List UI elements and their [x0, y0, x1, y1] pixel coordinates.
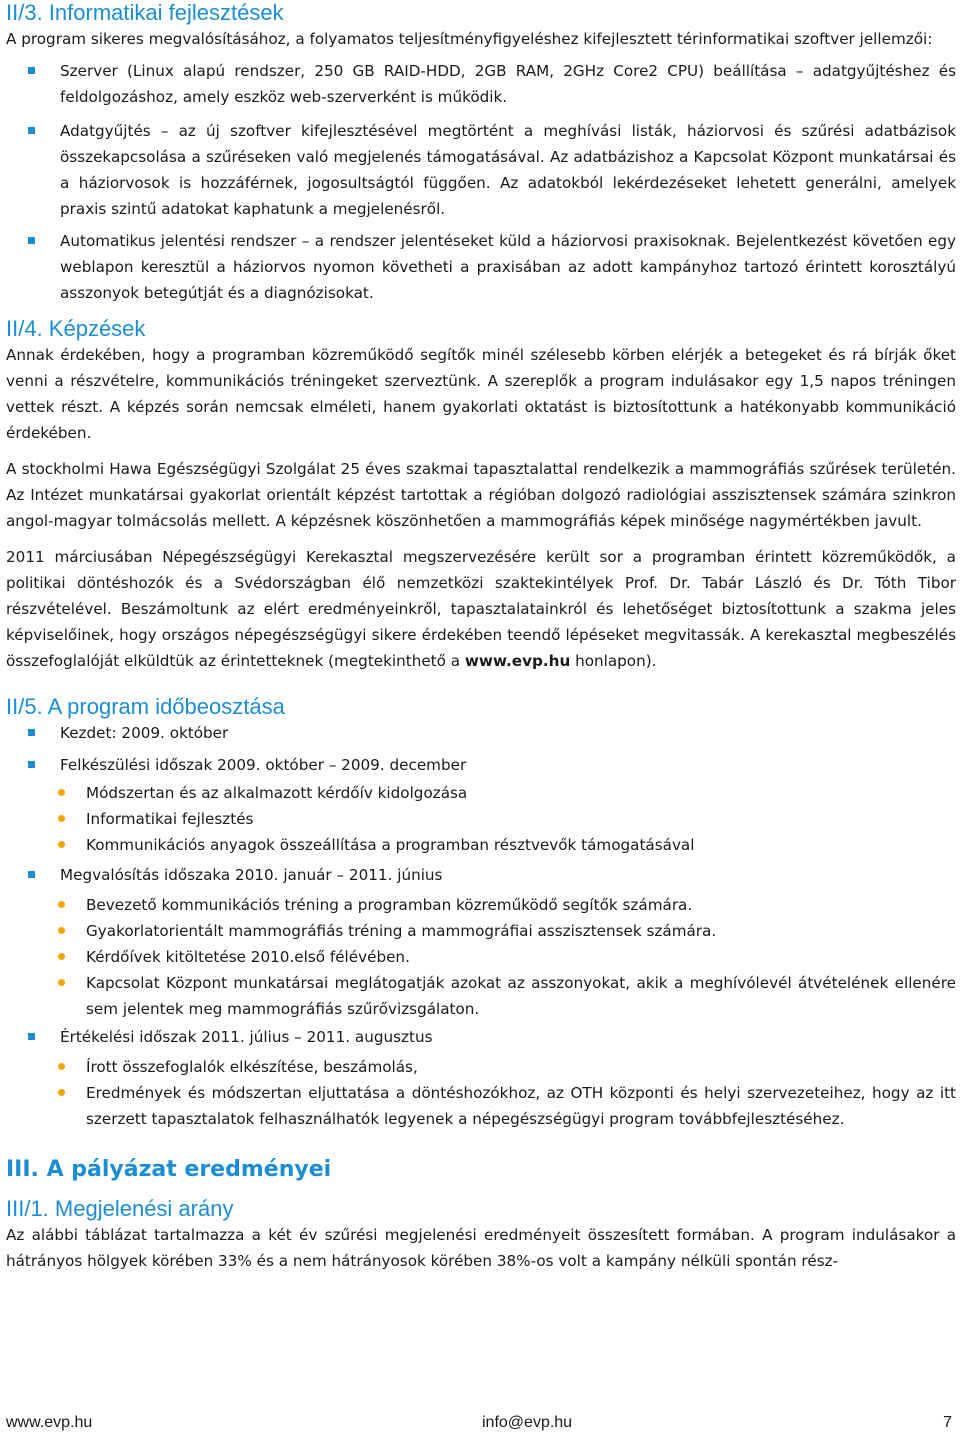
impl-item: Gyakorlatorientált mammográfiás tréning a mammográfiai asszisztensek számára. — [6, 918, 956, 944]
impl-sublist — [6, 892, 956, 1022]
section-heading-it: II/3. Informatikai fejlesztések — [6, 0, 284, 25]
schedule-list — [6, 720, 956, 778]
prep-item: Informatikai fejlesztés — [6, 806, 956, 832]
training-p3-text-b: honlapon). — [570, 652, 657, 670]
schedule-phase-start: Kezdet: 2009. október — [6, 720, 956, 746]
attendance-paragraph: Az alábbi táblázat tartalmazza a két év szűrési megjelenési eredményeit összesített formában. A program indulásakor a hátrányos hölgyek körében 33% és a nem hátrányosok körében 38%-os volt a kampány nélküli spontán rész- — [6, 1226, 956, 1270]
it-item-server: Szerver (Linux alapú rendszer, 250 GB RAID-HDD, 2GB RAM, 2GHz Core2 CPU) beállítása – adatgyűjtéshez és feldolgozáshoz, amely eszköz web-szerverként is működik. — [6, 58, 956, 110]
training-paragraph-3 — [6, 544, 956, 674]
footer-email[interactable]: info@evp.hu — [482, 1414, 573, 1431]
it-list — [6, 58, 956, 306]
it-intro: A program sikeres megvalósításához, a folyamatos teljesítményfigyeléshez kifejlesztett térinformatikai szoftver jellemzői: — [6, 30, 933, 48]
schedule-phase-evaluation: Értékelési időszak 2011. július – 2011. augusztus — [6, 1024, 956, 1050]
section-heading-schedule: II/5. A program időbeosztása — [6, 694, 285, 719]
eval-sublist — [6, 1054, 956, 1132]
training-paragraph-1: Annak érdekében, hogy a programban közreműködő segítők minél szélesebb körben elérjék a betegeket és rá bírják őket venni a részvételre, kommunikációs tréningeket szerveztünk. A szereplők a program indulásakor egy 1,5 napos tréningen vettek részt. A képzés során nemcsak elméleti, hanem gyakorlati oktatást is biztosítottunk a hatékonyabb kommunikáció érdekében. — [6, 346, 956, 442]
it-item-data-collection: Adatgyűjtés – az új szoftver kifejlesztésével megtörtént a meghívási listák, háziorvosi és szűrési adatbázisok összekapcsolása a szűréseken való megjelenés támogatásával. Az adatbázishoz a Kapcsolat Központ munkatársai és a háziorvosok is hozzáférnek, jogosultságtól függően. Az adatokból lekérdezéseket lehetett generálni, amelyek praxis szintű adatokat kaphatunk a megjelenésről. — [6, 118, 956, 222]
schedule-phase-prep: Felkészülési időszak 2009. október – 2009. december — [6, 752, 956, 778]
section-heading-attendance: III/1. Megjelenési arány — [6, 1196, 234, 1221]
page-number: 7 — [943, 1414, 952, 1431]
training-p3-text-a: 2011 márciusában Népegészségügyi Kerekasztal megszervezésére került sor a programban érintett közreműködők, a politikai döntéshozók és a Svédországban élő nemzetközi szaktekintélyek Prof. Dr. Tabár László és Dr. Tóth Tibor részvételével. Beszámoltunk az elért eredményeinkről, tapasztalatainkról és lehetőséget biztosítottunk a szakma jeles képviselőinek, hogy országos népegészségügyi sikere érdekében teendő lépéseket megvitassák. A kerekasztal megbeszélés összefoglalóját elküldtük az érintetteknek (megtekinthető a — [6, 548, 956, 670]
page-content — [6, 0, 956, 1274]
schedule-list-impl — [6, 862, 956, 888]
impl-item: Bevezető kommunikációs tréning a programban közreműködő segítők számára. — [6, 892, 956, 918]
training-paragraph-2: A stockholmi Hawa Egészségügyi Szolgálat 25 éves szakmai tapasztalattal rendelkezik a mammográfiás szűrések területén. Az Intézet munkatársai gyakorlat orientált képzést tartottak a régióban dolgozó radiológiai asszisztensek számára szinkron angol-magyar tolmácsolás mellett. A képzésnek köszönhetően a mammográfiás képek minősége nagymértékben javult. — [6, 460, 956, 530]
schedule-list-eval — [6, 1024, 956, 1050]
prep-sublist — [6, 780, 956, 858]
impl-item: Kérdőívek kitöltetése 2010.első félévében. — [6, 944, 956, 970]
prep-item: Kommunikációs anyagok összeállítása a programban résztvevők támogatásával — [6, 832, 956, 858]
footer-website[interactable]: www.evp.hu — [6, 1414, 93, 1431]
eval-item: Írott összefoglalók elkészítése, beszámolás, — [6, 1054, 956, 1080]
eval-item: Eredmények és módszertan eljuttatása a döntéshozókhoz, az OTH központi és helyi szervezeteihez, hogy az itt szerzett tapasztalatok felhasználhatók legyenek a népegészségügyi program továbbfejlesztéséhez. — [6, 1080, 956, 1132]
website-link[interactable]: www.evp.hu — [464, 652, 571, 670]
section-heading-training: II/4. Képzések — [6, 316, 146, 341]
impl-item: Kapcsolat Központ munkatársai meglátogatják azokat az asszonyokat, akik a meghívólevél átvételének ellenére sem jelentek meg mammográfiás szűrővizsgálaton. — [6, 970, 956, 1022]
schedule-phase-implementation: Megvalósítás időszaka 2010. január – 2011. június — [6, 862, 956, 888]
chapter-heading-results: III. A pályázat eredményei — [6, 1157, 332, 1182]
prep-item: Módszertan és az alkalmazott kérdőív kidolgozása — [6, 780, 956, 806]
it-item-reporting: Automatikus jelentési rendszer – a rendszer jelentéseket küld a háziorvosi praxisoknak. Bejelentkezést követően egy weblapon keresztül a háziorvos nyomon követheti a praxisában az adott kampányhoz tartozó érintett korosztályú asszonyok betegútját és a diagnózisokat. — [6, 228, 956, 306]
